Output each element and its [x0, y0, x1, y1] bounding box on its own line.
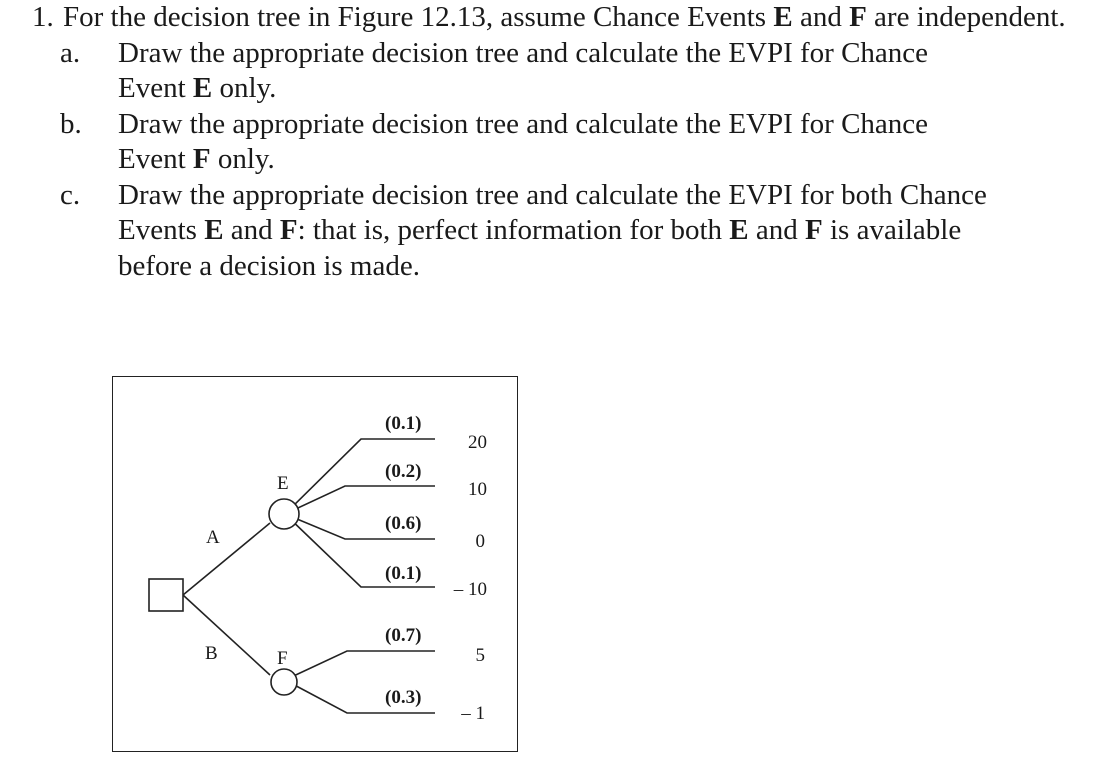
- text-run: Draw the appropriate decision tree and calculate the EVPI for Chance Event: [118, 36, 929, 104]
- bold-event-name: F: [279, 214, 298, 246]
- part-text: [118, 36, 1092, 107]
- problem-1: [32, 0, 1092, 284]
- part-letter: c.: [60, 178, 81, 211]
- decision-tree-figure: [112, 376, 518, 752]
- text-run: and: [748, 214, 806, 246]
- part-letter: a.: [60, 36, 81, 69]
- text-run: are independent.: [866, 1, 1066, 33]
- text-run: For the decision tree in Figure 12.13, assume Chance Events: [63, 1, 774, 33]
- bold-event-name: F: [805, 214, 823, 246]
- bold-event-name: E: [729, 214, 749, 246]
- payoff-label: 5: [475, 645, 485, 666]
- probability-label: (0.2): [385, 461, 422, 482]
- probability-label: (0.7): [385, 625, 422, 646]
- part-text: [118, 107, 1092, 178]
- text-run: is available before a decision is made.: [118, 214, 962, 282]
- chance-label-f: F: [277, 648, 288, 669]
- payoff-label: 10: [468, 479, 487, 500]
- outcome-branch-e-2: [285, 486, 435, 514]
- problem-stem: [32, 0, 1092, 36]
- outcome-branch-f-1: [285, 651, 435, 680]
- bold-event-name: E: [192, 72, 213, 104]
- problem-stem-text: [63, 0, 1092, 36]
- probability-label: (0.3): [385, 687, 422, 708]
- text-run: and: [792, 1, 850, 33]
- part-a: [60, 36, 1092, 107]
- part-letter: b.: [60, 107, 82, 140]
- decision-tree-diagram: [113, 377, 519, 753]
- alternative-branch-a: [183, 523, 270, 595]
- text-run: and: [223, 214, 280, 246]
- part-b: [60, 107, 1092, 178]
- bold-event-name: E: [204, 214, 224, 246]
- part-text: [118, 178, 1092, 285]
- probability-label: (0.1): [385, 413, 422, 434]
- bold-event-name: F: [192, 143, 211, 175]
- problem-parts: [60, 36, 1092, 285]
- text-run: Draw the appropriate decision tree and calculate the EVPI for both Chance Events: [118, 178, 987, 246]
- payoff-label: 20: [468, 432, 487, 453]
- text-run: Draw the appropriate decision tree and calculate the EVPI for Chance Event: [118, 107, 929, 175]
- probability-label: (0.6): [385, 513, 422, 534]
- decision-node: [149, 579, 183, 611]
- chance-node-f: [271, 669, 297, 695]
- payoff-label: – 1: [461, 703, 485, 724]
- text-run: only.: [210, 143, 275, 175]
- payoff-label: 0: [475, 531, 485, 552]
- text-run: : that is, perfect information for both: [297, 214, 730, 246]
- payoff-label: – 10: [453, 579, 487, 600]
- alternative-label-b: B: [205, 643, 218, 664]
- bold-event-name: E: [773, 1, 793, 33]
- text-run: only.: [212, 72, 277, 104]
- problem-number: 1.: [32, 1, 54, 33]
- part-c: [60, 178, 1092, 285]
- bold-event-name: F: [849, 1, 867, 33]
- probability-label: (0.1): [385, 563, 422, 584]
- chance-label-e: E: [277, 473, 289, 494]
- alternative-branch-b: [183, 595, 270, 675]
- alternative-label-a: A: [206, 527, 220, 548]
- chance-node-e: [269, 499, 299, 529]
